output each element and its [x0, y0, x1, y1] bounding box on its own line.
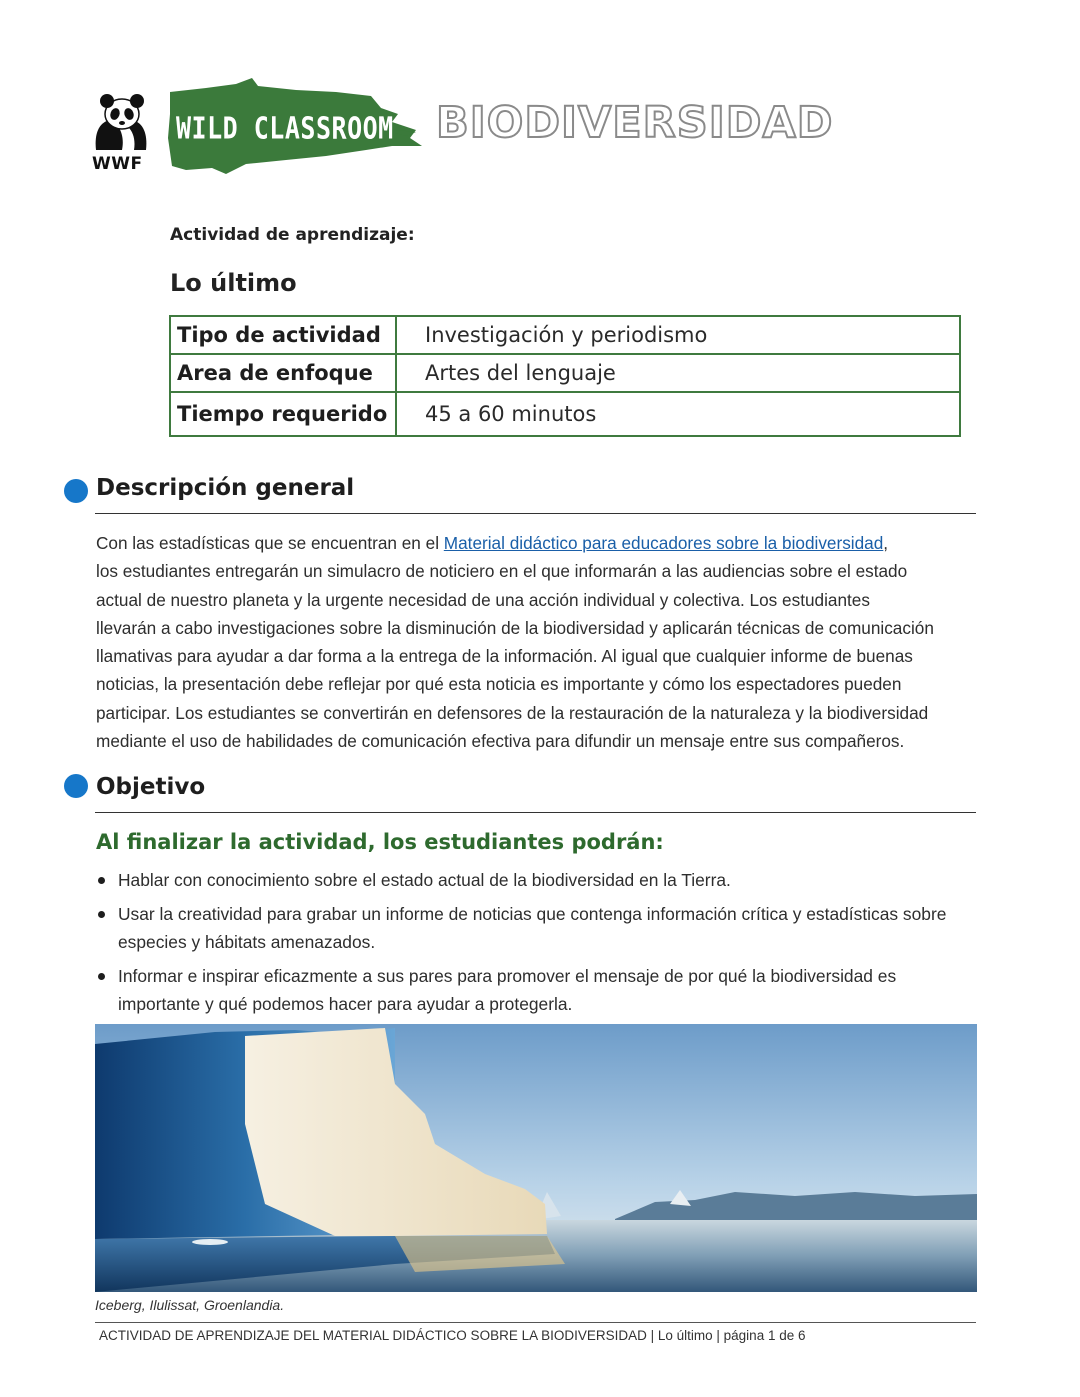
objective-heading: Objetivo: [96, 774, 206, 800]
table-value: 45 a 60 minutos: [396, 392, 960, 436]
table-value: Investigación y periodismo: [396, 316, 960, 354]
overview-paragraph: [96, 529, 981, 755]
paragraph-text: ,: [883, 533, 889, 553]
paragraph-text: Con las estadísticas que se encuentran en el: [96, 533, 444, 553]
page-heading: BIODIVERSIDAD: [436, 98, 834, 148]
banner-title: WILD CLASSROOM: [176, 111, 394, 146]
wild-classroom-banner: [166, 78, 424, 178]
table-key: Tiempo requerido: [170, 392, 396, 436]
list-item: Usar la creatividad para grabar un informe de noticias que contenga información crítica y estadísticas sobre especies y hábitats amenazados.: [96, 900, 981, 957]
paragraph-line: [96, 529, 981, 557]
table-row: [170, 316, 960, 354]
section-divider: [95, 513, 976, 514]
paragraph-line: llamativas para ayudar a dar forma a la entrega de la información. Al igual que cualquier informe de buenas: [96, 646, 913, 667]
iceberg-photo: [95, 1024, 977, 1292]
paragraph-line: actual de nuestro planeta y la urgente necesidad de una acción individual y colectiva. Los estudiantes: [96, 589, 870, 610]
educator-material-link[interactable]: Material didáctico para educadores sobre la biodiversidad: [443, 533, 884, 553]
page-footer: ACTIVIDAD DE APRENDIZAJE DEL MATERIAL DIDÁCTICO SOBRE LA BIODIVERSIDAD | Lo último | página 1 de 6: [99, 1328, 806, 1343]
section-bullet-icon: [64, 774, 88, 798]
table-key: Area de enfoque: [170, 354, 396, 392]
objective-subheading: Al finalizar la actividad, los estudiantes podrán:: [96, 830, 664, 854]
activity-label: Actividad de aprendizaje:: [170, 225, 415, 245]
table-value: Artes del lenguaje: [396, 354, 960, 392]
activity-info-table: [169, 315, 961, 437]
objective-list: [96, 866, 981, 1024]
wwf-wordmark: WWF: [92, 154, 143, 174]
photo-caption: Iceberg, Ilulissat, Groenlandia.: [95, 1297, 285, 1313]
list-item: Informar e inspirar eficazmente a sus pares para promover el mensaje de por qué la biodiversidad es importante y qué podemos hacer para ayudar a protegerla.: [96, 962, 981, 1019]
table-row: [170, 354, 960, 392]
paragraph-line: mediante el uso de habilidades de comunicación efectiva para difundir un mensaje entre sus compañeros.: [96, 731, 905, 752]
activity-title: Lo último: [170, 269, 297, 297]
table-row: [170, 392, 960, 436]
wwf-logo: [88, 92, 152, 182]
table-key: Tipo de actividad: [170, 316, 396, 354]
paragraph-line: noticias, la presentación debe reflejar por qué esta noticia es importante y cómo los espectadores pueden: [96, 674, 902, 695]
paragraph-line: llevarán a cabo investigaciones sobre la disminución de la biodiversidad y aplicarán técnicas de comunicación: [96, 617, 934, 638]
panda-icon: [88, 92, 152, 154]
section-divider: [95, 812, 976, 813]
footer-divider: [95, 1322, 976, 1323]
list-item: Hablar con conocimiento sobre el estado actual de la biodiversidad en la Tierra.: [96, 866, 981, 895]
overview-heading: Descripción general: [96, 475, 355, 501]
section-bullet-icon: [64, 479, 88, 503]
paragraph-line: los estudiantes entregarán un simulacro de noticiero en el que informarán a las audiencias sobre el estado: [96, 561, 908, 582]
paragraph-line: participar. Los estudiantes se convertirán en defensores de la restauración de la naturaleza y la biodiversidad: [96, 702, 929, 723]
